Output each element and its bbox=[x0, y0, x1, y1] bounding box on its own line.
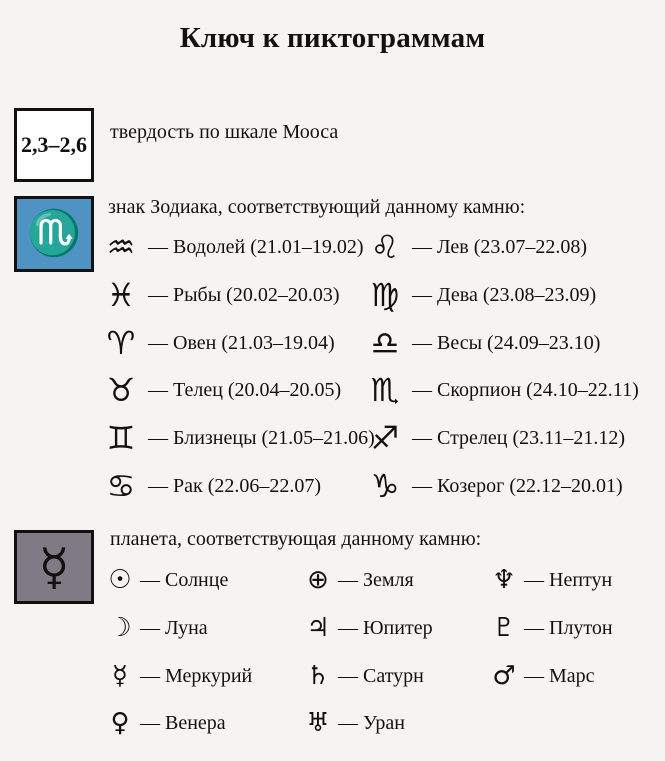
planet-item bbox=[488, 656, 595, 696]
aquarius-icon: ♒ bbox=[106, 228, 136, 266]
pluto-icon: ♇ bbox=[492, 613, 516, 643]
planet-item bbox=[488, 560, 612, 600]
zodiac-label: — Скорпион (24.10–22.11) bbox=[412, 378, 639, 401]
planet-item bbox=[302, 560, 414, 600]
mercury-icon: ☿ bbox=[112, 661, 128, 691]
venus-icon: ♀ bbox=[110, 708, 130, 738]
planet-box bbox=[14, 530, 94, 604]
virgo-icon: ♍ bbox=[370, 276, 400, 314]
planet-label: — Меркурий bbox=[140, 664, 253, 687]
planet-caption: планета, соответствующая данному камню: bbox=[110, 528, 482, 550]
planet-item bbox=[488, 608, 613, 648]
planet-item bbox=[104, 560, 228, 600]
zodiac-item bbox=[362, 323, 600, 363]
hardness-caption: твердость по шкале Мооса bbox=[110, 121, 339, 143]
planet-label: — Сатурн bbox=[338, 664, 424, 687]
planet-item bbox=[302, 608, 433, 648]
page-title: Ключ к пиктограммам bbox=[179, 22, 486, 54]
planet-item bbox=[104, 608, 208, 648]
zodiac-item bbox=[362, 275, 596, 315]
sun-icon: ☉ bbox=[108, 565, 132, 595]
zodiac-label: — Водолей (21.01–19.02) bbox=[148, 235, 364, 258]
zodiac-item bbox=[362, 370, 639, 410]
planet-item bbox=[104, 656, 252, 696]
cancer-icon: ♋ bbox=[106, 467, 136, 505]
planet-label: — Солнце bbox=[140, 568, 229, 591]
zodiac-label: — Близнецы (21.05–21.06) bbox=[148, 426, 375, 449]
zodiac-item bbox=[362, 418, 625, 458]
zodiac-label: — Весы (24.09–23.10) bbox=[412, 331, 601, 354]
pisces-icon: ♓ bbox=[106, 276, 136, 314]
moon-icon: ☽ bbox=[108, 613, 132, 643]
zodiac-label: — Козерог (22.12–20.01) bbox=[412, 474, 623, 497]
aries-icon: ♈ bbox=[106, 324, 136, 362]
planet-label: — Земля bbox=[338, 568, 414, 591]
planet-item bbox=[302, 703, 405, 743]
scorpio-icon: ♏ bbox=[26, 209, 82, 258]
planet-label: — Плутон bbox=[524, 616, 613, 639]
planet-label: — Марс bbox=[524, 664, 595, 687]
zodiac-label: — Дева (23.08–23.09) bbox=[412, 283, 597, 306]
capricorn-icon: ♑ bbox=[370, 467, 400, 505]
taurus-icon: ♉ bbox=[106, 371, 136, 409]
planet-label: — Юпитер bbox=[338, 616, 433, 639]
earth-icon: ⊕ bbox=[307, 565, 329, 595]
hardness-value: 2,3–2,6 bbox=[21, 132, 87, 157]
zodiac-item bbox=[98, 466, 321, 506]
neptune-icon: ♆ bbox=[492, 565, 516, 595]
zodiac-box bbox=[14, 196, 94, 272]
planet-item bbox=[302, 656, 424, 696]
zodiac-item bbox=[98, 418, 375, 458]
gemini-icon: ♊ bbox=[106, 419, 136, 457]
sagittarius-icon: ♐ bbox=[370, 419, 400, 457]
zodiac-label: — Телец (20.04–20.05) bbox=[148, 378, 342, 401]
planet-item bbox=[104, 703, 226, 743]
zodiac-label: — Рак (22.06–22.07) bbox=[148, 474, 322, 497]
zodiac-item bbox=[98, 275, 340, 315]
mercury-icon: ☿ bbox=[38, 539, 70, 595]
zodiac-caption: знак Зодиака, соответствующий данному камню: bbox=[108, 196, 526, 218]
zodiac-label: — Овен (21.03–19.04) bbox=[148, 331, 335, 354]
zodiac-item bbox=[362, 227, 587, 267]
planet-label: — Уран bbox=[338, 711, 405, 734]
scorpio-icon: ♏ bbox=[370, 371, 400, 409]
hardness-box bbox=[14, 108, 94, 182]
zodiac-label: — Стрелец (23.11–21.12) bbox=[412, 426, 626, 449]
zodiac-item bbox=[98, 227, 364, 267]
zodiac-item bbox=[98, 323, 335, 363]
uranus-icon: ♅ bbox=[306, 708, 330, 738]
libra-icon: ♎ bbox=[370, 324, 400, 362]
mars-icon: ♂ bbox=[492, 661, 516, 691]
planet-label: — Нептун bbox=[524, 568, 613, 591]
planet-label: — Луна bbox=[140, 616, 208, 639]
leo-icon: ♌ bbox=[370, 228, 400, 266]
zodiac-item bbox=[362, 466, 623, 506]
zodiac-label: — Рыбы (20.02–20.03) bbox=[148, 283, 340, 306]
jupiter-icon: ♃ bbox=[306, 613, 330, 643]
saturn-icon: ♄ bbox=[306, 661, 330, 691]
zodiac-item bbox=[98, 370, 341, 410]
zodiac-label: — Лев (23.07–22.08) bbox=[412, 235, 588, 258]
planet-label: — Венера bbox=[140, 711, 226, 734]
